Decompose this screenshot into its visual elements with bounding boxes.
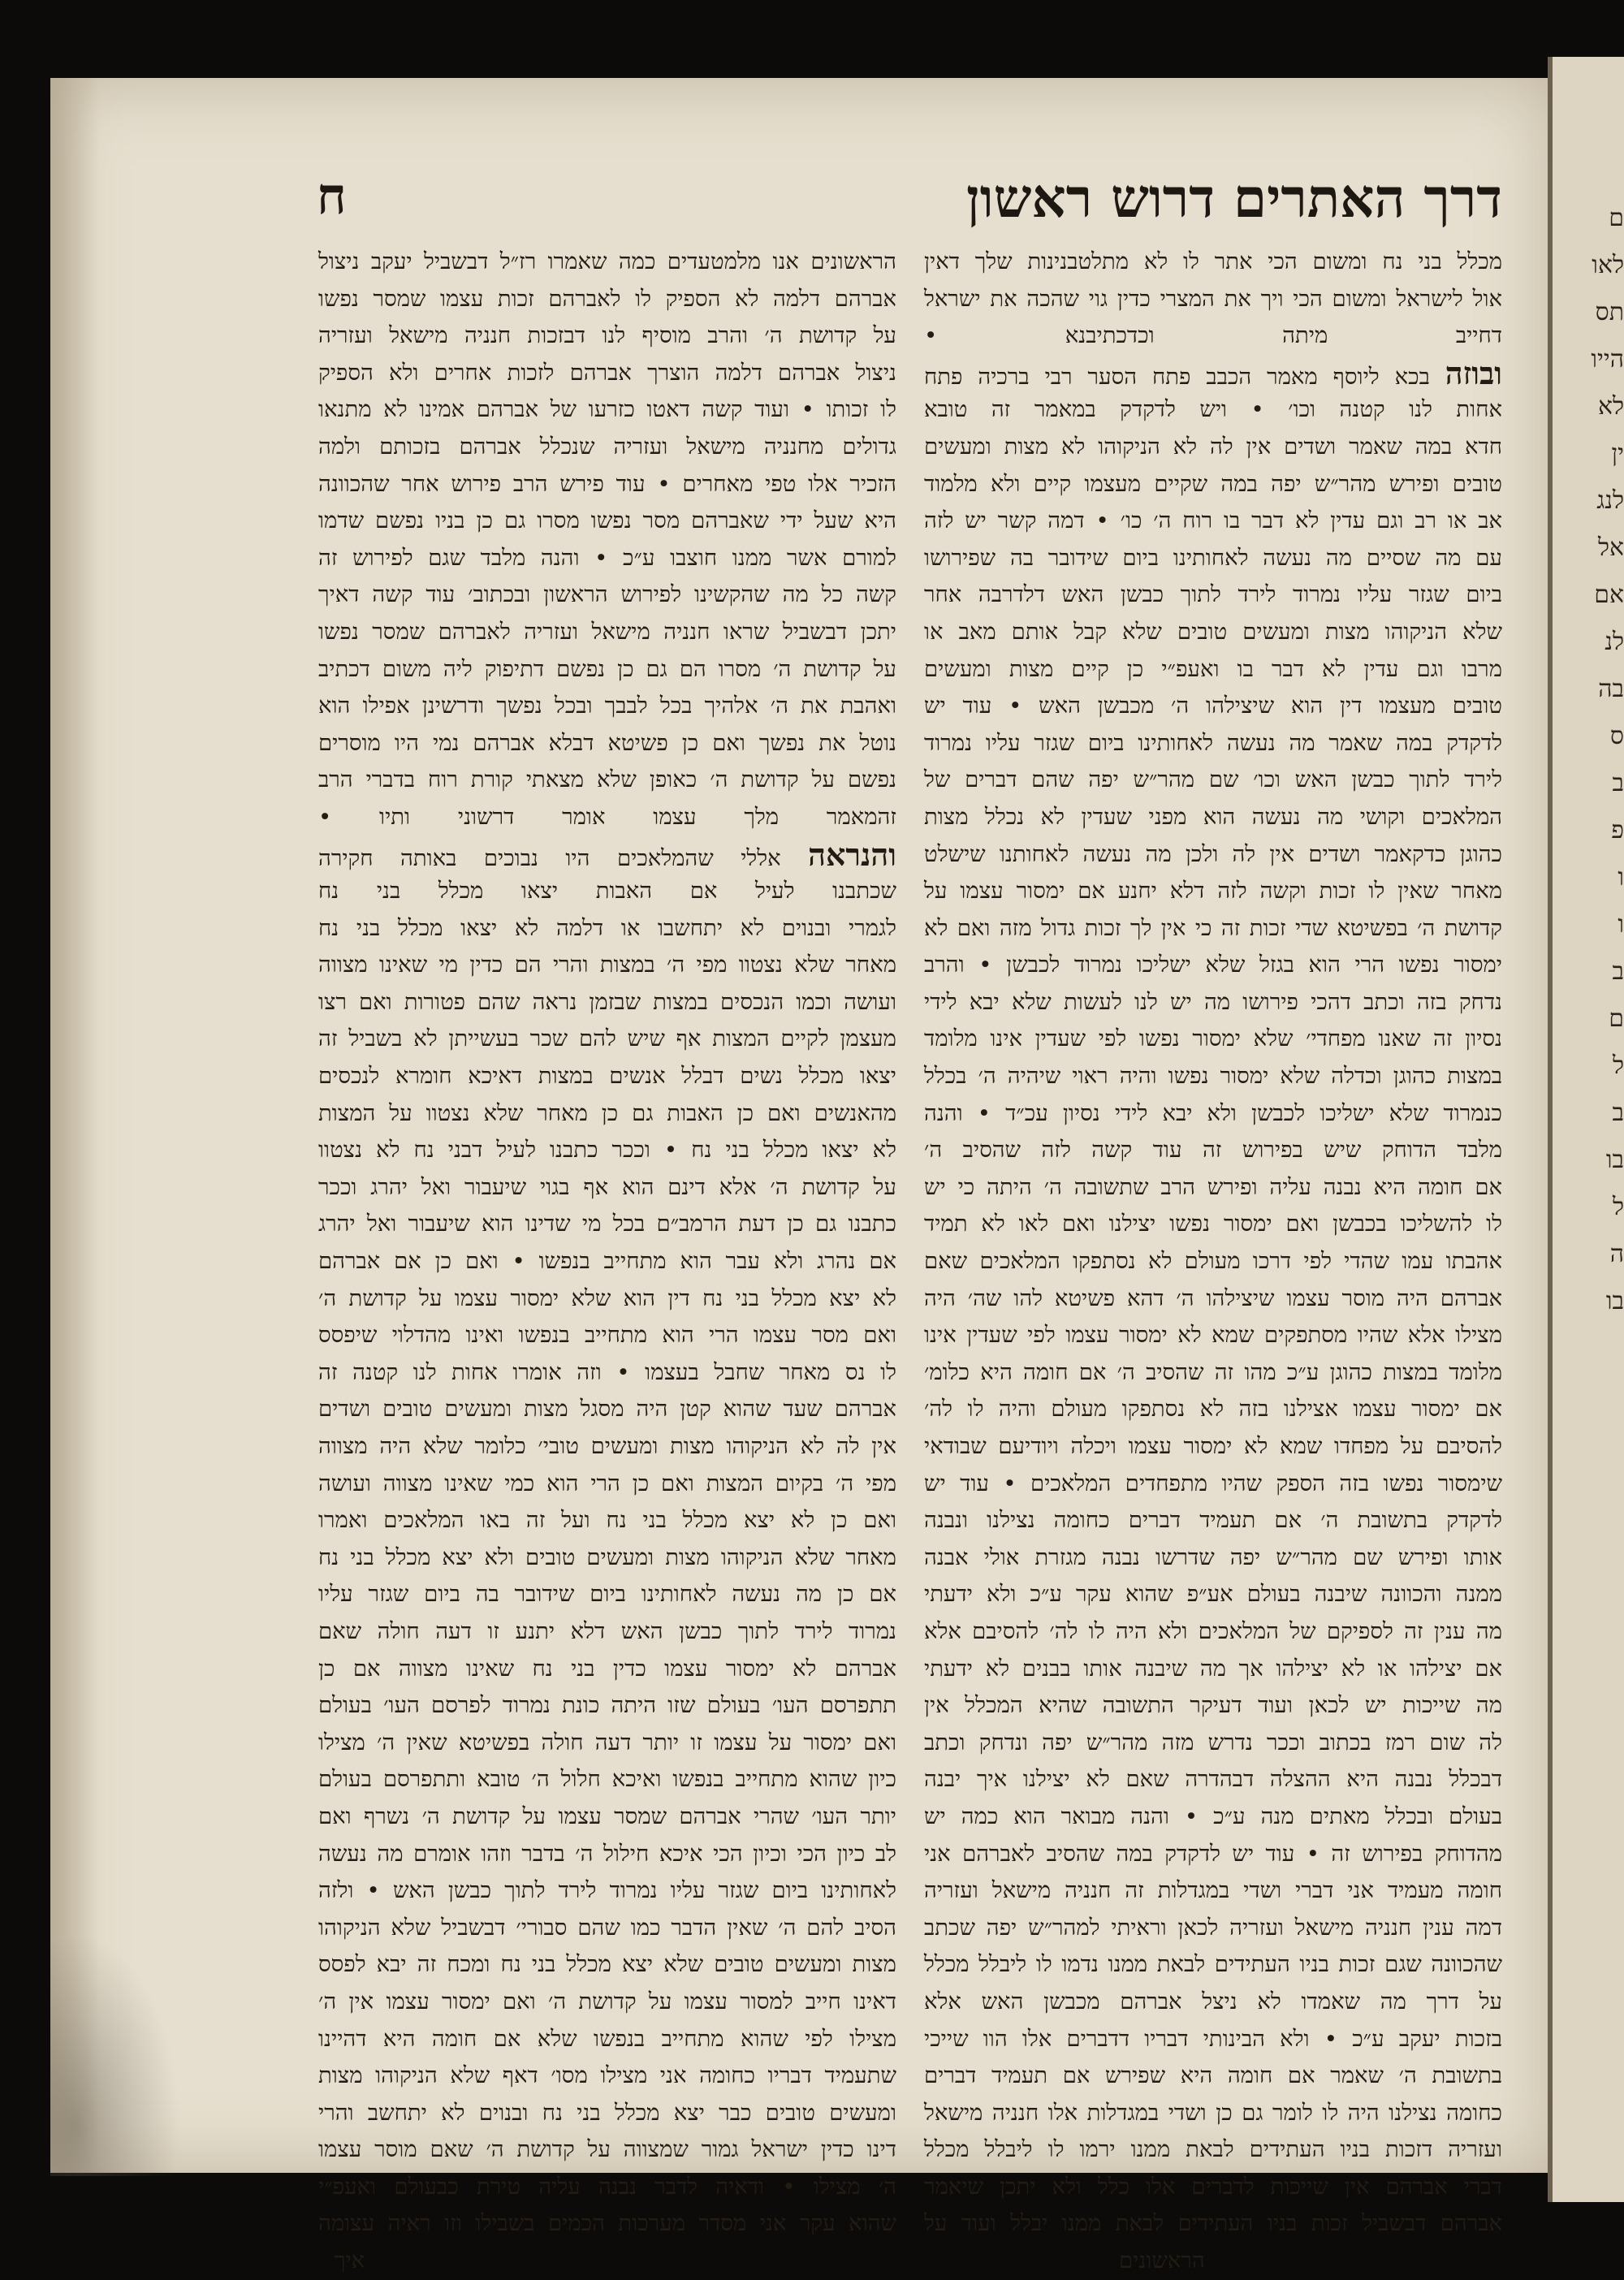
- adjacent-fragment: הייו: [1591, 345, 1624, 374]
- text-line: ניצול אברהם דלמה הוצרך אברהם לזכות אחרים ולא הספיק: [318, 359, 896, 386]
- text-line: מכלל בני נח ומשום הכי אתר לו לא מתלטבנינות שלך דאין: [924, 248, 1502, 274]
- text-line: כתבנו גם כן דעת הרמב״ם בכל מי שדינו הוא שיעבור ואל יהרג: [318, 1211, 896, 1237]
- section-opener: והנראה: [808, 836, 896, 873]
- text-line: לדקדק בתשובת ה׳ אם תעמיד דברים כחומה נצילנו ונבנה: [924, 1507, 1502, 1534]
- text-line: שימסור נפשו בזה הספק שהיו מתפחדים המלאכים • עוד יש: [924, 1470, 1502, 1496]
- adjacent-fragment: לנ: [1605, 628, 1624, 656]
- adjacent-fragment: ו: [1618, 863, 1624, 892]
- adjacent-fragment: ו: [1618, 910, 1624, 939]
- text-line: אותו ופירש שם מהר״ש יפה שדרשו נבנה מגזרת אולי אבנה: [924, 1544, 1502, 1570]
- text-line: כהוגן כדקאמר ושדים אין לה ולכן מה נעשה לאחותנו שישלט: [924, 840, 1502, 867]
- text-line: תתפרסם העו׳ בעולם שזו היתה כונת נמרוד לפרסם העו׳ בעולם: [318, 1692, 896, 1719]
- text-line: כיון שהוא מתחייב בנפשו ואיכא חלול ה׳ טובא ותתפרסם בעולם: [318, 1766, 896, 1793]
- text-line: לו להשליכו בכבשן ואם ימסור נפשו יצילנו ואם לאו לא תמיד: [924, 1211, 1502, 1237]
- text-line: דמה ענין חנניה מישאל ועזריה לכאן וראיתי למהר״ש יפה שכתב: [924, 1914, 1502, 1941]
- text-line: ואם ימסור על עצמו זו יותר דעה חולה בפשיטא שאין ה׳ מצילו: [318, 1729, 896, 1755]
- text-line: אם נהרג ולא עבר הוא מתחייב בנפשו • ואם כן אם אברהם: [318, 1248, 896, 1275]
- section-opener: ובוזה: [1445, 354, 1502, 391]
- text-line: אברהם דבשביל זכות בניו העתידים לבאת ממנו יבלל ועוד על: [924, 2210, 1502, 2237]
- adjacent-fragment: ב: [1612, 957, 1624, 986]
- adjacent-fragment: ם: [1609, 204, 1624, 232]
- adjacent-fragment: תס: [1595, 298, 1624, 326]
- adjacent-page-text: [1553, 195, 1624, 1325]
- text-line: אברהם שעד שהוא קטן היה מסגל מצות ומעשים טובים ושדים: [318, 1396, 896, 1423]
- text-line: להסיבם על מפחדו שמא לא ימסור עצמו ויכלה ויודיעם שבודאי: [924, 1433, 1502, 1459]
- text-line: שלא הניקוהו מצות ומעשים טובים שלא קבל אותם מאב או: [924, 618, 1502, 645]
- text-line: ועושה וכמו הנכסים במצות שבזמן נראה שהם פטורות ואם רצו: [318, 988, 896, 1015]
- text-line: נפשם על קדושת ה׳ כאופן שלא מצאתי קורת רוח בדברי הרב: [318, 766, 896, 793]
- text-line: מרבו וגם עדין לא דבר בו ואעפ״י כן קיים מצות ומעשים: [924, 655, 1502, 682]
- text-line: דברי אברהם אין שייכות לדברים אלו כלל ולא יתכן שיאמר: [924, 2173, 1502, 2200]
- text-line: אול לישראל ומשום הכי ויך את המצרי כדין גוי שהכה את ישראל: [924, 285, 1502, 312]
- text-line: בזכות יעקב ע״כ • ולא הבינותי דבריו דדברים אלו הוו שייכי: [924, 2025, 1502, 2052]
- adjacent-fragment: ל: [1612, 1193, 1624, 1221]
- text-column-right: [924, 244, 1502, 2274]
- adjacent-fragment: אם: [1594, 581, 1624, 609]
- text-line: ה׳ מצילו • ודאיה לדבר נבנה עליה טירת כבעולם ואעפ״י: [318, 2173, 896, 2200]
- adjacent-fragment: ס: [1609, 722, 1624, 750]
- text-line: כנמרוד שלא ישליכו לכבשן ולא יבא לידי נסיון עכ״ד • והנה: [924, 1099, 1502, 1126]
- text-line: על קדושת ה׳ מסרו הם גם כן נפשם דתיפוק ליה משום דכתיב: [318, 655, 896, 682]
- adjacent-fragment: לא: [1597, 392, 1624, 421]
- text-line: חומה מעמיד אני דברי ושדי במגדלות זה חנניה מישאל ועזריה: [924, 1877, 1502, 1904]
- text-line: לו נס מאחר שחבל בעצמו • וזה אומרו אחות לנו קטנה זה: [318, 1358, 896, 1385]
- text-line: על קדושת ה׳ והרב מוסיף לנו דבזכות חנניה מישאל ועזריה: [318, 322, 896, 349]
- text-line: הראשונים אנו מלמטעדים כמה שאמרו רז״ל דבשביל יעקב ניצול: [318, 248, 896, 274]
- text-line: נוטל את נפשך ואם כן פשיטא דבלא אברהם נמי היו מוסרים: [318, 729, 896, 756]
- text-line: אחות לנו קטנה וכו׳ • ויש לדקדק במאמר זה טובא: [924, 396, 1502, 423]
- text-line: מהדוחק בפירוש זה • עוד יש לדקדק במה שהסיב לאברהם אני: [924, 1840, 1502, 1867]
- text-line: אם יצילהו או לא יצילהו אך מה שיבנה אותו בבנים לא ידעתי: [924, 1655, 1502, 1682]
- text-line: על דרך מה שאמדו לא ניצל אברהם מכבשן האש אלא: [924, 1988, 1502, 2014]
- text-line: ואהבת את ה׳ אלהיך בכל לבבך ובכל נפשך ודרשינן אפילו הוא: [318, 693, 896, 719]
- text-line: מהאנשים ואם כן האבות גם כן מאחר שלא נצטוו על המצות: [318, 1099, 896, 1126]
- text-line: לא יצאו מכלל בני נח • וככר כתבנו לעיל דבני נח לא נצטוו: [318, 1137, 896, 1164]
- text-line: עם מה שסיים מה נעשה לאחותינו ביום שידובר בה שפירושו: [924, 544, 1502, 571]
- adjacent-fragment: לאו: [1592, 251, 1624, 279]
- text-line: אברהם היה מוסר עצמו שיצילהו ה׳ דהא פשיטא להו שה׳ היה: [924, 1285, 1502, 1311]
- adjacent-page: [1553, 57, 1624, 2202]
- text-line: לב כיון הכי וכיון הכי איכא חילול ה׳ בדבר וזהו אומרם מה נעשה: [318, 1840, 896, 1867]
- text-line: קשה כל מה שהקשינו לפירוש הראשון ובכתוב׳ עוד קשה דאיך: [318, 581, 896, 608]
- text-line: אין לה לא הניקוהו מצות ומעשים טובי׳ כלומר שלא היה מצווה: [318, 1433, 896, 1459]
- text-line: המלאכים וקושי מה נעשה הוא מפני שעדין לא נכלל מצות: [924, 803, 1502, 830]
- adjacent-fragment: ל: [1612, 1051, 1624, 1080]
- text-line: נדחק בזה וכתב דהכי פירושו מה יש לנו לעשות שלא יבא לידי: [924, 988, 1502, 1015]
- text-line: הזכיר אלו טפי מאחרים • עוד פירש הרב פירוש אחר שהכוונה: [318, 470, 896, 497]
- text-line: שהכוונה שגם זכות בניו העתידים לבאת ממנו נדמו לו ליבלל מכלל: [924, 1951, 1502, 1978]
- text-line: על קדושת ה׳ אלא דינם הוא אף בגוי שיעבור ואל יהרג וככר: [318, 1173, 896, 1200]
- text-line: מפי ה׳ בקיום המצות ואם כן הרי הוא כמי שאינו מצווה ועושה: [318, 1470, 896, 1496]
- text-line: מאחר שלא הניקוהו מצות ומעשים טובים ולא יצא מכלל בני נח: [318, 1544, 896, 1570]
- adjacent-fragment: פ: [1611, 816, 1624, 844]
- text-line: קדושת ה׳ בפשיטא שדי זכות זה כי אין לך זכות גדול מזה ואם לא: [924, 914, 1502, 941]
- text-line: ואם מסר עצמו הרי הוא מתחייב בנפשו ואינו מהדלוי שיפסס: [318, 1322, 896, 1349]
- text-line: נסיון זה שאנו מפחדי׳ שלא ימסור נפשו לפי שעדין אינו מלומד: [924, 1026, 1502, 1052]
- text-line: לדקדק במה שאמר מה נעשה לאחותינו ביום שגזר עליו נמרוד: [924, 729, 1502, 756]
- text-line: ימסור נפשו הרי הוא בגזל שלא ישליכו נמרוד לכבשן • והרב: [924, 952, 1502, 978]
- folio-number: ח: [317, 166, 347, 226]
- text-line: טובים ופירש מהר״ש יפה במה שקיים מעצמו קיים ולא מלמוד: [924, 470, 1502, 497]
- text-line: ממנה והכוונה שיבנה בעולם אע״פ שהוא עקר ע״כ ולא ידעתי: [924, 1581, 1502, 1608]
- text-line: יצאו מכלל נשים דבלל אנשים במצות דאיכא חומרא לנכסים: [318, 1063, 896, 1090]
- catchword: הראשונים: [1119, 2248, 1205, 2274]
- text-line: גדולים מחנניה מישאל ועזריה שנכלל אברהם בזכותם ולמה: [318, 433, 896, 460]
- text-line: מה שייכות יש לכאן ועוד דעיקר התשובה שהיא המכלל אין: [924, 1692, 1502, 1719]
- text-line: מצות ומעשים טובים שלא יצא מכלל בני נח ומכח זה יבא לפסס: [318, 1951, 896, 1978]
- adjacent-fragment: ה: [1609, 1240, 1624, 1268]
- text-line: יותר העו׳ שהרי אברהם שמסר עצמו על קדושת ה׳ נשרף ואם: [318, 1803, 896, 1829]
- text-line: יתכן דבשביל שראו חנניה מישאל ועזריה לאברהם שמסר נפשו: [318, 618, 896, 645]
- adjacent-fragment: ב: [1612, 769, 1624, 797]
- text-line: והנראה אללי שהמלאכים היו נבוכים באותה חקירה: [318, 836, 896, 873]
- text-line: במצות כהוגן וכדלה שלא ימסור נפשו והיה ראוי שיהיה ה׳ בכלל: [924, 1063, 1502, 1090]
- text-line: שכתבנו לעיל אם האבות יצאו מכלל בני נח: [318, 878, 896, 905]
- text-line: ובוזה בכא ליוסף מאמר הכבב פתח הסער רבי ברכיה פתח: [924, 354, 1502, 391]
- text-line: אברהם לא ימסור עצמו כדין בני נח שאינו מצווה אם כן: [318, 1655, 896, 1682]
- text-line: אב או רב וגם עדין לא דבר בו רוח ה׳ כו׳ • דמה קשר יש לזה: [924, 507, 1502, 534]
- adjacent-fragment: ם: [1609, 1004, 1624, 1033]
- text-line: אם ימסור עצמו אצילנו בזה לא נסתפקו מעולם והיה לו לה׳: [924, 1396, 1502, 1423]
- text-line: לגמרי ובנוים לא יתחשבו או דלמה לא יצאו מכלל בני נח: [318, 914, 896, 941]
- text-line: לא יצא מכלל בני נח דין הוא שלא ימסור עצמו על קדושת ה׳: [318, 1285, 896, 1311]
- text-line: מאחר שלא נצטוו מפי ה׳ במצות והרי הם כדין מי שאינו מצווה: [318, 952, 896, 978]
- text-line: שתעמיד דבריו כחומה אני מצילו מסו׳ דאף שלא הניקוהו מצות: [318, 2062, 896, 2089]
- text-line: דחייב מיתה וכדכתיבנא •: [924, 322, 1502, 349]
- text-line: בעולם ובכלל מאתים מנה ע״כ • והנה מבואר הוא כמה יש: [924, 1803, 1502, 1829]
- text-line: זהמאמר מלך עצמו אומר דרשוני ותיו •: [318, 803, 896, 830]
- text-line: דינו כדין ישראל גמור שמצווה על קדושת ה׳ שאם מוסר עצמו: [318, 2136, 896, 2163]
- text-line: אהבתו עמו שהדי לפי דרכו מעולם לא נסתפקו המלאכים שאם: [924, 1248, 1502, 1275]
- text-line: ביום שגזר עליו נמרוד לירד לתוך כבשן האש דלדרבה אחר: [924, 581, 1502, 608]
- text-line: אם חומה היא נבנה עליה ופירש הרב שתשובה ה׳ היתה כי יש: [924, 1173, 1502, 1200]
- page-edge-shadow: [50, 78, 99, 2173]
- text-line: שהוא עקר אני מסדר מערכות הכמים בשבילו וזו ראיה עצומה: [318, 2210, 896, 2237]
- text-line: מצילו לפי שהוא מתחייב בנפשו שלא אם חומה היא דהיינו: [318, 2025, 896, 2052]
- text-line: טובים מעצמו דין הוא שיצילהו ה׳ מכבשן האש • עוד יש: [924, 693, 1502, 719]
- adjacent-fragment: בו: [1605, 1146, 1624, 1174]
- text-line: מה ענין זה לספיקם של המלאכים ולא היה לו לה׳ להסיבם אלא: [924, 1617, 1502, 1644]
- text-line: מאחר שאין לו זכות וקשה לזה דלא יחנע אם ימסור עצמו על: [924, 878, 1502, 905]
- text-line: דאינו חייב למסור עצמו על קדושת ה׳ ואם ימסור עצמו אין ה׳: [318, 1988, 896, 2014]
- text-line: מלומד במצות כהוגן ע״כ מהו זה שהסיב ה׳ אם חומה היא כלומ׳: [924, 1358, 1502, 1385]
- text-line: מעצמן לקיים המצות אף שיש להם שכר בעשייתן לא בשביל זה: [318, 1026, 896, 1052]
- adjacent-fragment: אל: [1597, 533, 1624, 562]
- adjacent-fragment: לנג: [1596, 486, 1624, 515]
- adjacent-fragment: ין: [1611, 439, 1624, 468]
- text-line: מצילו אלא שהיו מסתפקים שמא לא ימסור עצמו לפי שעדין אינו: [924, 1322, 1502, 1349]
- text-column-left: [318, 244, 896, 2274]
- text-line: אברהם דלמה לא הספיק לו לאברהם זכות עצמו שמסר נפשו: [318, 285, 896, 312]
- text-line: דבכלל נבנה היא ההצלה דבהדרה שאם לא יצילנו איך יבנה: [924, 1766, 1502, 1793]
- adjacent-fragment: בו: [1605, 1287, 1624, 1315]
- text-line: ועזריה דזכות בניו העתידים לבאת ממנו ירמו לו ליבלל מכלל: [924, 2136, 1502, 2163]
- text-line: למורם אשר ממנו חוצבו ע״כ • והנה מלבד שגם לפירוש זה: [318, 544, 896, 571]
- text-line: ומעשים טובים כבר יצא מכלל בני נח ובנוים לא יתחשב והרי: [318, 2099, 896, 2126]
- text-line: מלבד הדוחק שיש בפירוש זה עוד קשה לזה שהסיב ה׳: [924, 1137, 1502, 1164]
- page-corner-stain: [50, 1932, 180, 2176]
- catchword: איך: [335, 2248, 365, 2274]
- text-line: חדא במה שאמר ושדים אין לה לא הניקוהו לא מצות ומעשים: [924, 433, 1502, 460]
- text-line: ואם כן לא יצא מכלל בני נח ועל זה באו המלאכים ואמרו: [318, 1507, 896, 1534]
- adjacent-fragment: ב: [1612, 1099, 1624, 1127]
- text-line: לירד לתוך כבשן האש וכו׳ שם מהר״ש יפה שהם דברים של: [924, 766, 1502, 793]
- running-title: דרך האתרים דרוש ראשון: [965, 166, 1502, 230]
- text-line: לאחותינו ביום שגזר עליו נמרוד לירד לתוך כבשן האש • ולזה: [318, 1877, 896, 1904]
- text-line: כחומה נצילנו היה לו לומר גם כן ושדי במגדלות אלו חנניה מישאל: [924, 2099, 1502, 2126]
- text-line: לו זכותו • ועוד קשה דאטו כזרעו של אברהם אמינו לא מתנאו: [318, 396, 896, 423]
- text-line: היא שעל ידי שאברהם מסר נפשו מסרו גם כן בניו נפשם שדמו: [318, 507, 896, 534]
- page-header: [317, 166, 1502, 240]
- adjacent-fragment: בה: [1598, 675, 1624, 703]
- text-line: אם כן מה נעשה לאחותינו ביום שידובר בה ביום שגזר עליו: [318, 1581, 896, 1608]
- text-line: הסיב להם ה׳ שאין הדבר כמו שהם סבורי׳ דבשביל שלא הניקוהו: [318, 1914, 896, 1941]
- text-line: בתשובת ה׳ שאמר אם חומה היא שפירש אם תעמיד דברים: [924, 2062, 1502, 2089]
- text-line: לה שום רמז בכתוב וככר נדרש מזה מהר״ש יפה ונדחק וכתב: [924, 1729, 1502, 1755]
- text-line: נמרוד לירד לתוך כבשן האש דלא יתנע זו דעה חולה שאם: [318, 1617, 896, 1644]
